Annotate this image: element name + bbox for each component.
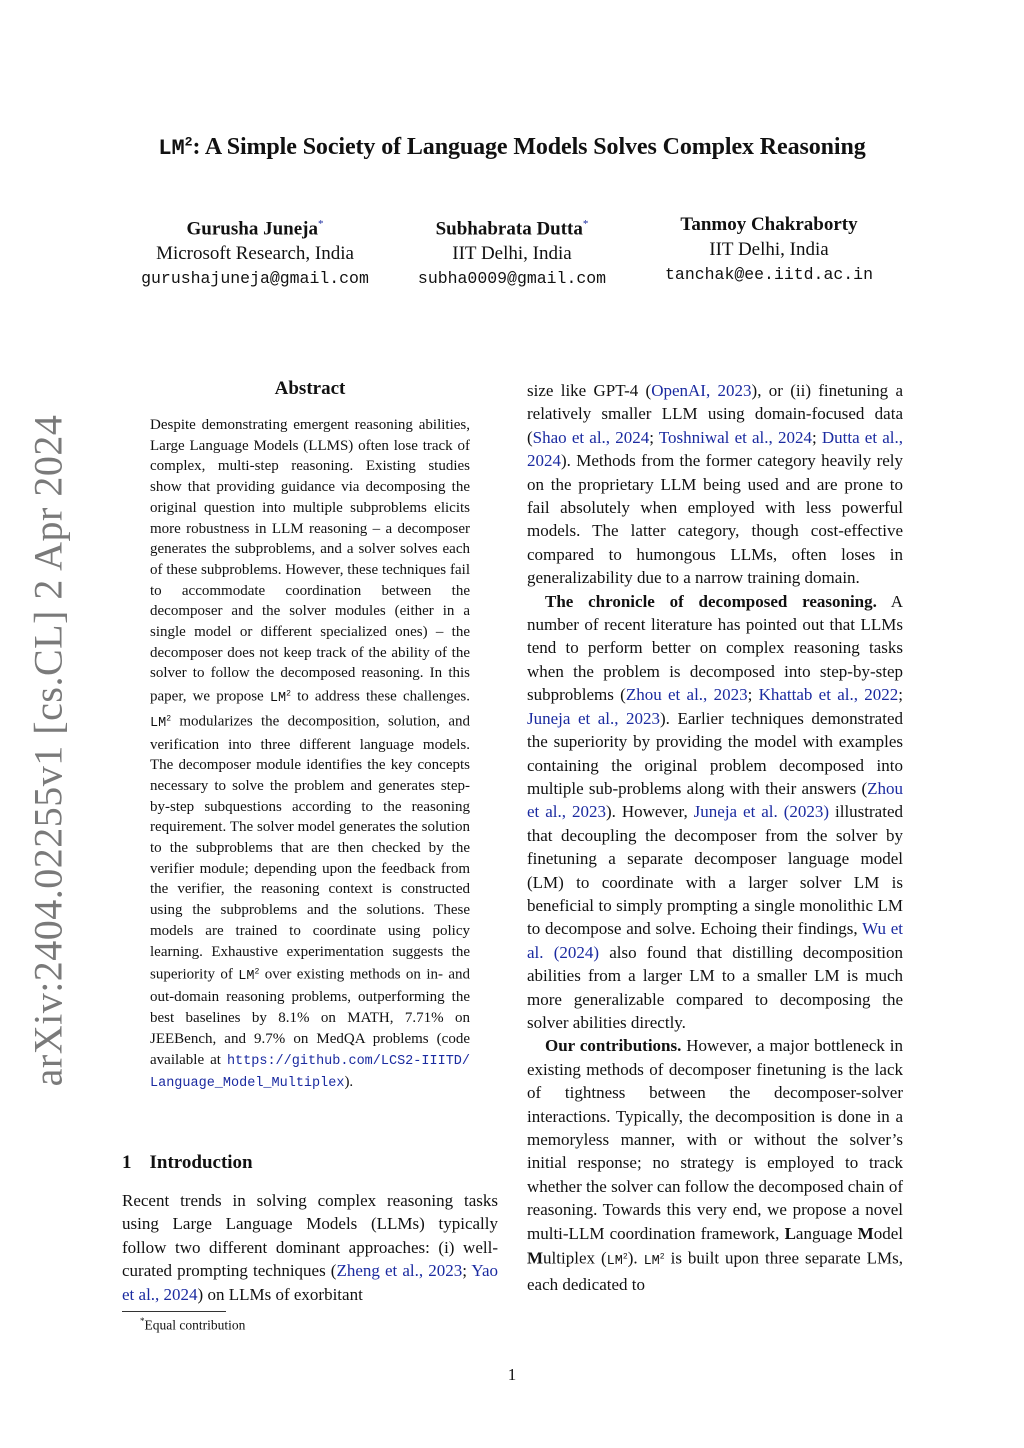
citation-link[interactable]: (2024) (553, 942, 600, 962)
author-affiliation: IIT Delhi, India (452, 243, 572, 265)
abstract-heading: Abstract (274, 378, 346, 399)
citation-link[interactable]: 2024 (615, 427, 650, 447)
lm-token: $LM^2$ (643, 1252, 665, 1269)
citation-link[interactable]: Yao et al., (122, 1261, 499, 1304)
equal-contribution-marker[interactable]: * (582, 218, 589, 230)
citation-link[interactable]: Toshniwal et al., (658, 427, 773, 447)
citation-link[interactable]: 2023 (428, 1261, 463, 1281)
footnote-divider (122, 1311, 226, 1312)
equal-contribution-marker[interactable]: * (317, 218, 324, 230)
author-block (120, 212, 390, 291)
citation-link[interactable]: 2023 (626, 708, 661, 728)
paragraph-decomposed-reasoning: The chronicle of decomposed reasoning. A number of recent literature has pointed out that LLMs tend to perform better on complex reasoning tasks when the problem is decomposed into step-by-step subproblems (Zhou et al., 2023; Khattab et al., 2022; Juneja et al., 2023). Earlier techniques demonstrated the superiority by providing the model with examples containing the original problem decomposed into multiple sub-problems along with their answers (Zhou et al., 2023). However, Juneja et al. (2023) illustrated that decoupling the decomposer from the solver by finetuning a separate decomposer language model (LM) to coordinate with a larger solver LM is beneficial to simply prompting a single monolithic LM to decompose and solve. Echoing their findings, Wu et al. (2024) also found that distilling decomposition abilities from a larger LM to a smaller LM is much more generalizable compared to decomposing the solver abilities directly. (527, 591, 904, 1032)
author-email: subha0009@gmail.com (417, 269, 607, 289)
lm-token: $LM^2$ (238, 967, 260, 984)
introduction-paragraph: Recent trends in solving complex reasoning tasks using Large Language Models (LLMs) typically follow two different dominant approaches: (i) well-curated prompting techniques (Zheng et al., 2023; Yao et al., 2024) on LLMs of exorbitant (122, 1191, 499, 1304)
citation-link[interactable]: 2022 (864, 685, 899, 705)
citation-link[interactable]: 2023 (571, 802, 606, 822)
citation-link[interactable]: 2023 (713, 685, 748, 705)
author-block (392, 212, 632, 291)
author-affiliation: IIT Delhi, India (709, 239, 829, 260)
citation-link[interactable]: Shao et al., (532, 427, 611, 447)
right-column-text (527, 379, 903, 1296)
title-lm-token: $LM^2$ (158, 134, 193, 161)
paragraph-heading: The chronicle of decomposed reasoning. (545, 591, 877, 611)
footnote: *Equal contribution (140, 1316, 246, 1333)
lm-token: $LM^2$ (606, 1252, 628, 1269)
author-name: Subhabrata Dutta (435, 218, 583, 240)
author-name: Tanmoy Chakraborty (680, 214, 858, 235)
citation-link[interactable]: 2024 (777, 427, 812, 447)
citation-link[interactable]: 2023 (717, 381, 752, 400)
citation-link[interactable]: 2024 (527, 451, 561, 471)
page-number: 1 (507, 1365, 517, 1384)
citation-link[interactable]: Khattab et al., (758, 685, 858, 705)
paragraph-contributions: Our contributions. However, a major bottleneck in existing methods of decomposer finetuning is the lack of tightness between the decomposer-solver interactions. Typically, the decomposition is done in a memoryless manner, with or without the solver’s initial response; no strategy is employed to track whether the solver can follow the decomposed chain of reasoning. Towards this very end, we propose a novel multi-LLM coordination framework, Language Model Multiplex $(LM^2)$. $LM^2$ is built upon three separate LMs, each dedicated to (527, 1036, 903, 1294)
author-email: gurushajuneja@gmail.com (141, 269, 369, 289)
author-name: Gurusha Juneja (186, 218, 318, 240)
arxiv-identifier-stamp: arXiv:2404.02255v1 [cs.CL] 2 Apr 2024 (25, 414, 71, 1086)
citation-link[interactable]: (2023) (783, 802, 830, 822)
lm-token: $LM^2$ (150, 714, 172, 731)
paragraph-heading: Our contributions. (545, 1036, 682, 1056)
author-block (634, 212, 904, 287)
lm-token: $LM^2$ (269, 689, 291, 706)
citation-link[interactable]: OpenAI, (651, 381, 711, 400)
code-repository-link[interactable]: https://github.com/LCS2-IIITD/Language_Model_Multiplex (150, 1053, 470, 1092)
citation-link[interactable]: Juneja et al. (693, 802, 778, 822)
citation-link[interactable]: Dutta et al., (821, 427, 904, 447)
citation-link[interactable]: 2024 (163, 1284, 198, 1304)
citation-link[interactable]: Zheng et al., (336, 1261, 424, 1281)
citation-link[interactable]: Wu et al. (527, 919, 903, 962)
author-email: tanchak@ee.iitd.ac.in (665, 265, 873, 284)
citation-link[interactable]: Zhou et al., (527, 778, 903, 822)
section-heading-introduction: 1 Introduction (122, 1152, 253, 1173)
citation-link[interactable]: Juneja et al., (527, 708, 619, 728)
citation-link[interactable]: Zhou et al., (625, 685, 708, 705)
author-affiliation: Microsoft Research, India (156, 243, 354, 265)
abstract-body: Despite demonstrating emergent reasoning abilities, Large Language Models (LLMS) often lose track of complex, multi-step reasoning. Existing studies show that providing guidance via decomposing the original question into multiple subproblems elicits more robustness in LLM reasoning – a decomposer generates the subproblems, and a solver solves each of these subproblems. However, these techniques fail to accommodate coordination between the decomposer and the solver modules (either in a single model or different specialized ones) – the decomposer does not keep track of the ability of the solver to follow the decomposed reasoning. In this paper, we propose $LM^2$ to address these challenges. $LM^2$ modularizes the decomposition, solution, and verification into three different language models. The decomposer module identifies the key concepts necessary to solve the problem and generates step-by-step subquestions according to the reasoning requirement. The solver model generates the solution to the subproblems that are then checked by the verifier module; depending upon the feedback from the verifier, the reasoning context is constructed using the subproblems and the solutions. These models are trained to coordinate using policy learning. Exhaustive experimentation suggests the superiority of $LM^2$ over existing methods on in- and out-domain reasoning problems, outperforming the best baselines by 8.1% on MATH, 7.71% on JEEBench, and 9.7% on MedQA problems (code available at https://github.com/LCS2-IIITD/Language_Model_Multiplex). (150, 417, 471, 1092)
paragraph-approaches: size like GPT-4 (OpenAI, 2023), or (ii) finetuning a relatively smaller LLM using domain-focused data (Shao et al., 2024; Toshniwal et al., 2024; Dutta et al., 2024). Methods from the former category heavily rely on the proprietary LLM being used and are prone to fail absolutely when employed with less powerful models. The latter category, though cost-effective compared to humongous LLMs, often loses in generalizability due to a narrow training domain. (527, 381, 904, 588)
paper-title: $LM^2$: A Simple Society of Language Models Solves Complex Reasoning (158, 134, 866, 161)
